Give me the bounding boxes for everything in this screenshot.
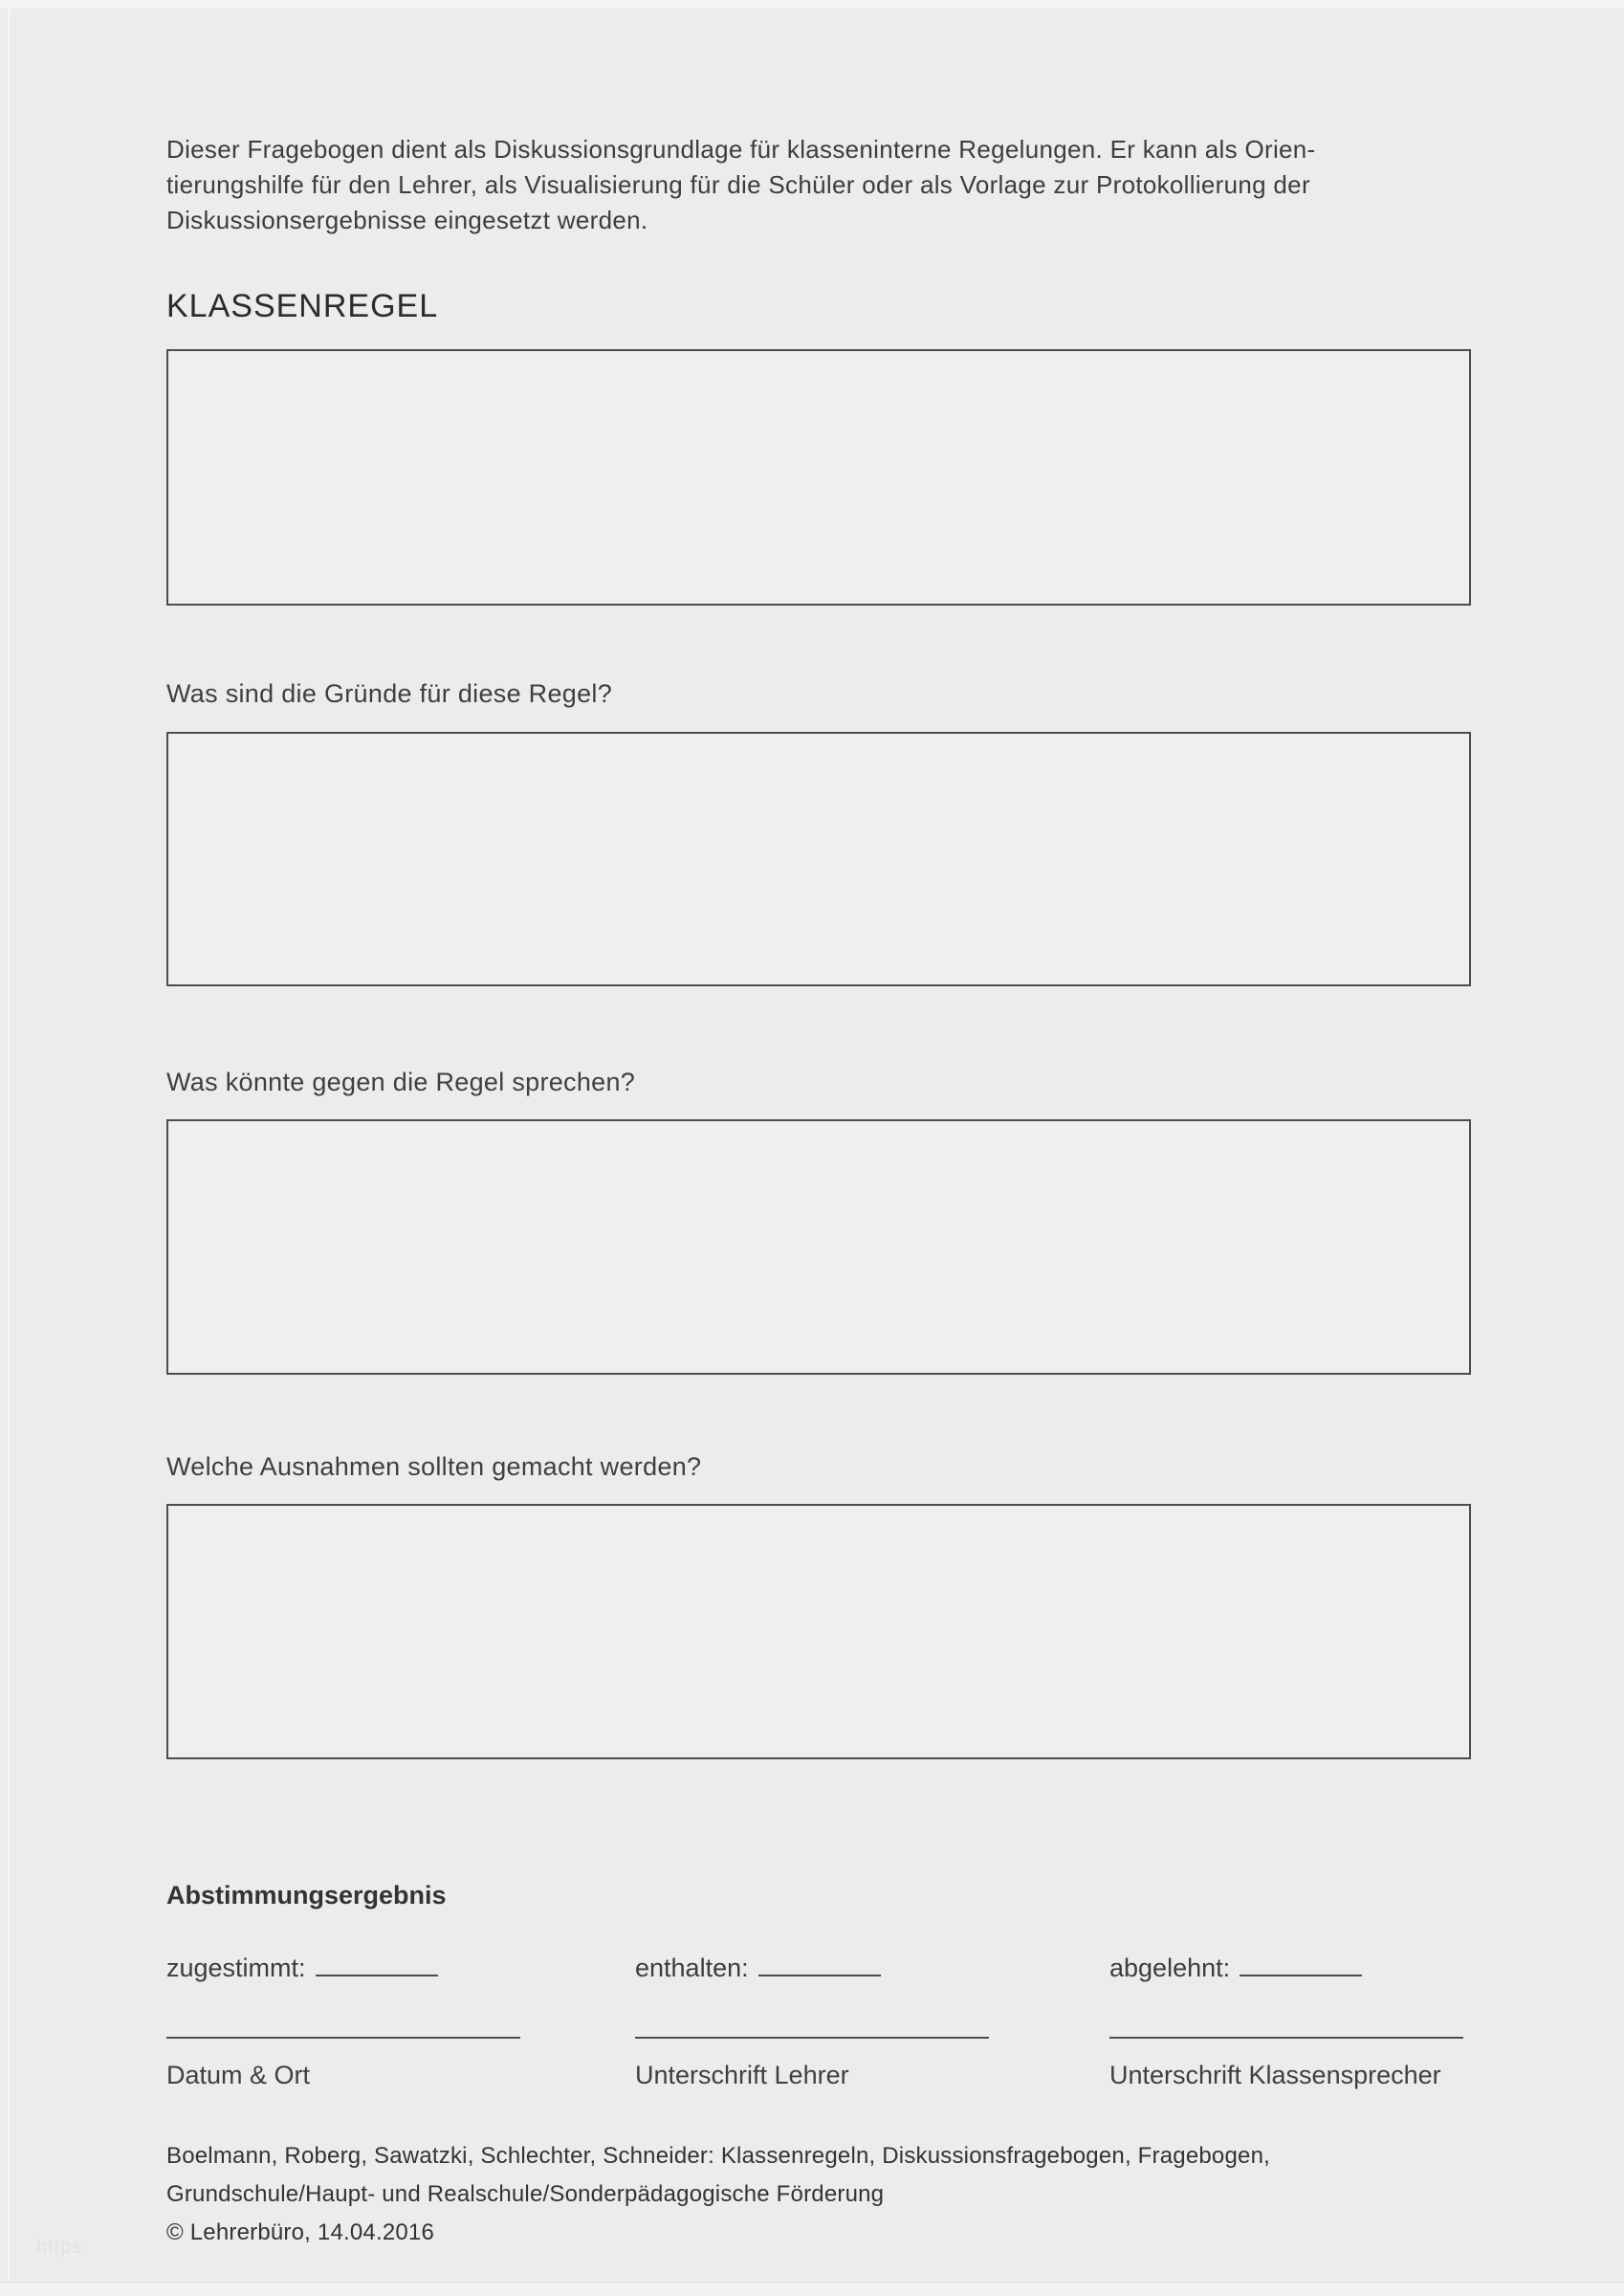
vote-blank-enthalten xyxy=(758,1955,881,1976)
vote-label-enthalten: enthalten: xyxy=(635,1954,749,1982)
signature-block-klassensprecher xyxy=(1109,2037,1463,2092)
vote-field-abgelehnt xyxy=(1109,1954,1362,1983)
voting-row xyxy=(166,1954,1471,1988)
voting-heading: Abstimmungsergebnis xyxy=(166,1881,447,1910)
signature-block-datum-ort xyxy=(166,2037,520,2092)
footer xyxy=(166,2137,1471,2252)
page-title: KLASSENREGEL xyxy=(166,288,439,324)
signature-label-datum-ort: Datum & Ort xyxy=(166,2061,311,2089)
footer-line-schooltypes: Grundschule/Haupt- und Realschule/Sonderpädagogische Förderung xyxy=(166,2181,885,2207)
question-exceptions: Welche Ausnahmen sollten gemacht werden? xyxy=(166,1452,702,1481)
document-content xyxy=(166,0,1471,2252)
vote-blank-abgelehnt xyxy=(1240,1955,1362,1976)
intro-paragraph xyxy=(166,132,1471,238)
signature-line xyxy=(635,2037,989,2039)
footer-line-copyright: © Lehrerbüro, 14.04.2016 xyxy=(166,2219,435,2245)
vote-field-zugestimmt xyxy=(166,1954,438,1983)
page-edge-left xyxy=(8,0,10,2296)
intro-line-3: Diskussionsergebnisse eingesetzt werden. xyxy=(166,206,648,234)
signature-label-lehrer: Unterschrift Lehrer xyxy=(635,2061,849,2089)
page-edge-bottom xyxy=(0,2282,1624,2296)
footer-line-authors: Boelmann, Roberg, Sawatzki, Schlechter, Schneider: Klassenregeln, Diskussionsfragebogen, Fragebogen, xyxy=(166,2143,1270,2169)
objections-entry-box xyxy=(166,1119,1471,1375)
signature-row xyxy=(166,2037,1471,2094)
exceptions-entry-box xyxy=(166,1504,1471,1759)
vote-label-zugestimmt: zugestimmt: xyxy=(166,1954,306,1982)
signature-line xyxy=(166,2037,520,2039)
question-objections: Was könnte gegen die Regel sprechen? xyxy=(166,1068,636,1096)
vote-field-enthalten xyxy=(635,1954,881,1983)
vote-label-abgelehnt: abgelehnt: xyxy=(1109,1954,1231,1982)
intro-line-1: Dieser Fragebogen dient als Diskussionsgrundlage für klasseninterne Regelungen. Er kann als Orien- xyxy=(166,135,1316,164)
signature-block-lehrer xyxy=(635,2037,989,2092)
faint-url-text: https xyxy=(36,2237,83,2258)
intro-line-2: tierungshilfe für den Lehrer, als Visualisierung für die Schüler oder als Vorlage zur Protokollierung der xyxy=(166,170,1310,199)
rule-entry-box xyxy=(166,349,1471,606)
signature-line xyxy=(1109,2037,1463,2039)
signature-label-klassensprecher: Unterschrift Klassensprecher xyxy=(1109,2061,1441,2089)
question-reasons: Was sind die Gründe für diese Regel? xyxy=(166,679,613,708)
reasons-entry-box xyxy=(166,732,1471,986)
vote-blank-zugestimmt xyxy=(316,1955,438,1976)
